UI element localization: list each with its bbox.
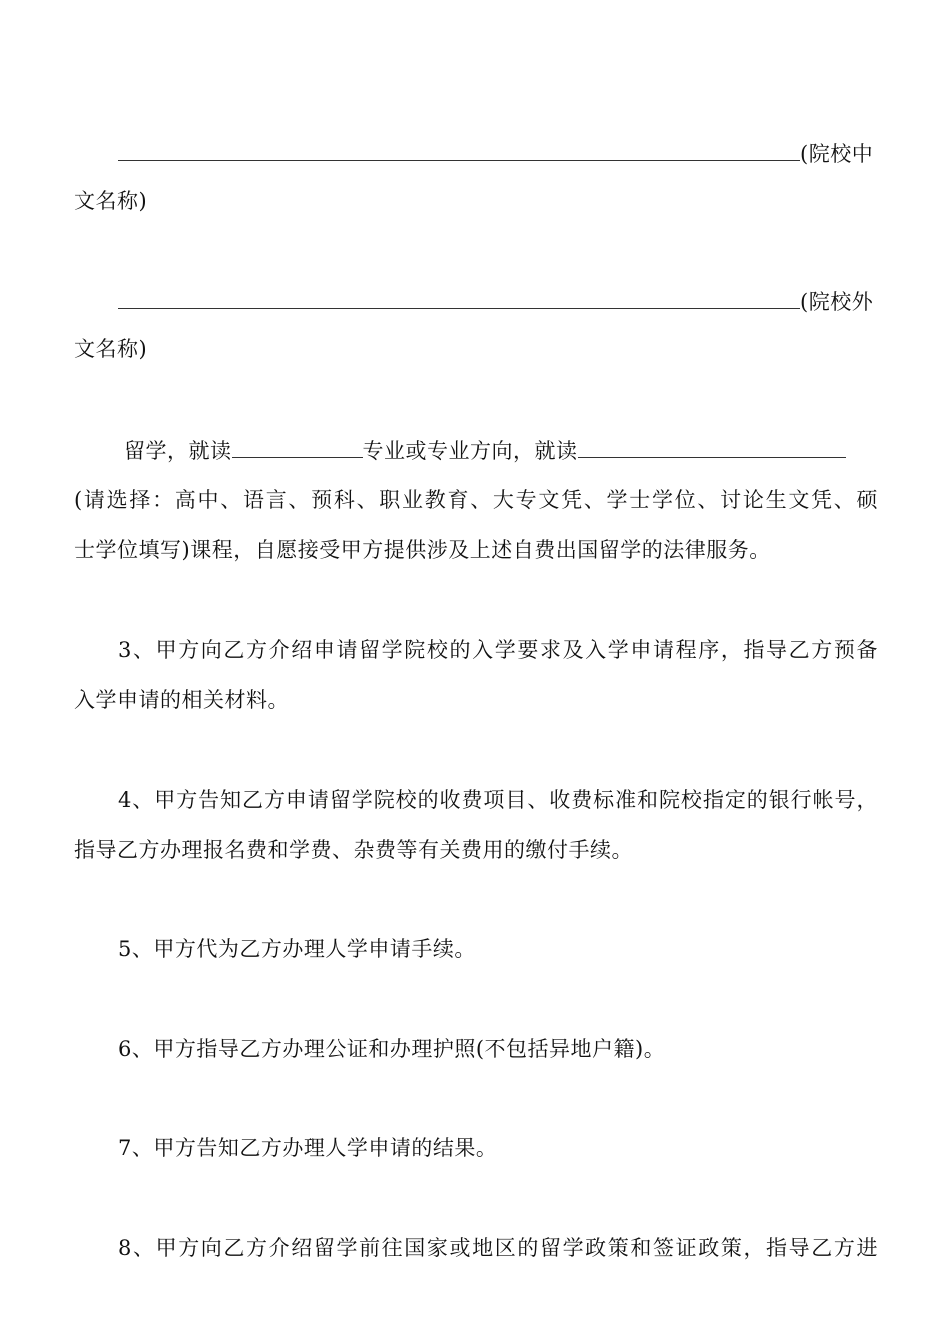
study-line-2: (请选择：高中、语言、预科、职业教育、大专文凭、学士学位、讨论生文凭、硕 bbox=[74, 488, 878, 512]
study-line-3: 士学位填写)课程，自愿接受甲方提供涉及上述自费出国留学的法律服务。 bbox=[74, 538, 771, 562]
clause-4-line-1: 4、甲方告知乙方申请留学院校的收费项目、收费标准和院校指定的银行帐号， bbox=[118, 788, 878, 812]
clause-7-line-1: 7、甲方告知乙方办理人学申请的结果。 bbox=[118, 1136, 498, 1160]
school-cn-name-line bbox=[118, 138, 878, 169]
school-cn-name-continuation: 文名称) bbox=[74, 189, 148, 213]
school-en-name-suffix: (院校外 bbox=[800, 290, 874, 314]
study-text-part1: 留学，就读 bbox=[124, 439, 232, 463]
school-en-name-continuation: 文名称) bbox=[74, 337, 148, 361]
major-blank[interactable] bbox=[232, 435, 363, 458]
clause-5-line-1: 5、甲方代为乙方办理人学申请手续。 bbox=[118, 937, 476, 961]
clause-4-line-2: 指导乙方办理报名费和学费、杂费等有关费用的缴付手续。 bbox=[74, 838, 633, 862]
school-cn-name-blank[interactable] bbox=[118, 138, 800, 161]
clause-6-line-1: 6、甲方指导乙方办理公证和办理护照(不包括异地户籍)。 bbox=[118, 1037, 666, 1061]
clause-8-line-1: 8、甲方向乙方介绍留学前往国家或地区的留学政策和签证政策，指导乙方进 bbox=[118, 1236, 878, 1260]
clause-3-line-2: 入学申请的相关材料。 bbox=[74, 688, 289, 712]
school-en-name-blank[interactable] bbox=[118, 286, 800, 309]
course-blank[interactable] bbox=[578, 435, 846, 458]
clause-3-line-1: 3、甲方向乙方介绍申请留学院校的入学要求及入学申请程序，指导乙方预备 bbox=[118, 638, 878, 662]
school-en-name-line bbox=[118, 286, 878, 317]
study-line-1 bbox=[124, 435, 878, 466]
study-text-part2: 专业或专业方向，就读 bbox=[362, 439, 578, 463]
school-cn-name-suffix: (院校中 bbox=[800, 142, 874, 166]
